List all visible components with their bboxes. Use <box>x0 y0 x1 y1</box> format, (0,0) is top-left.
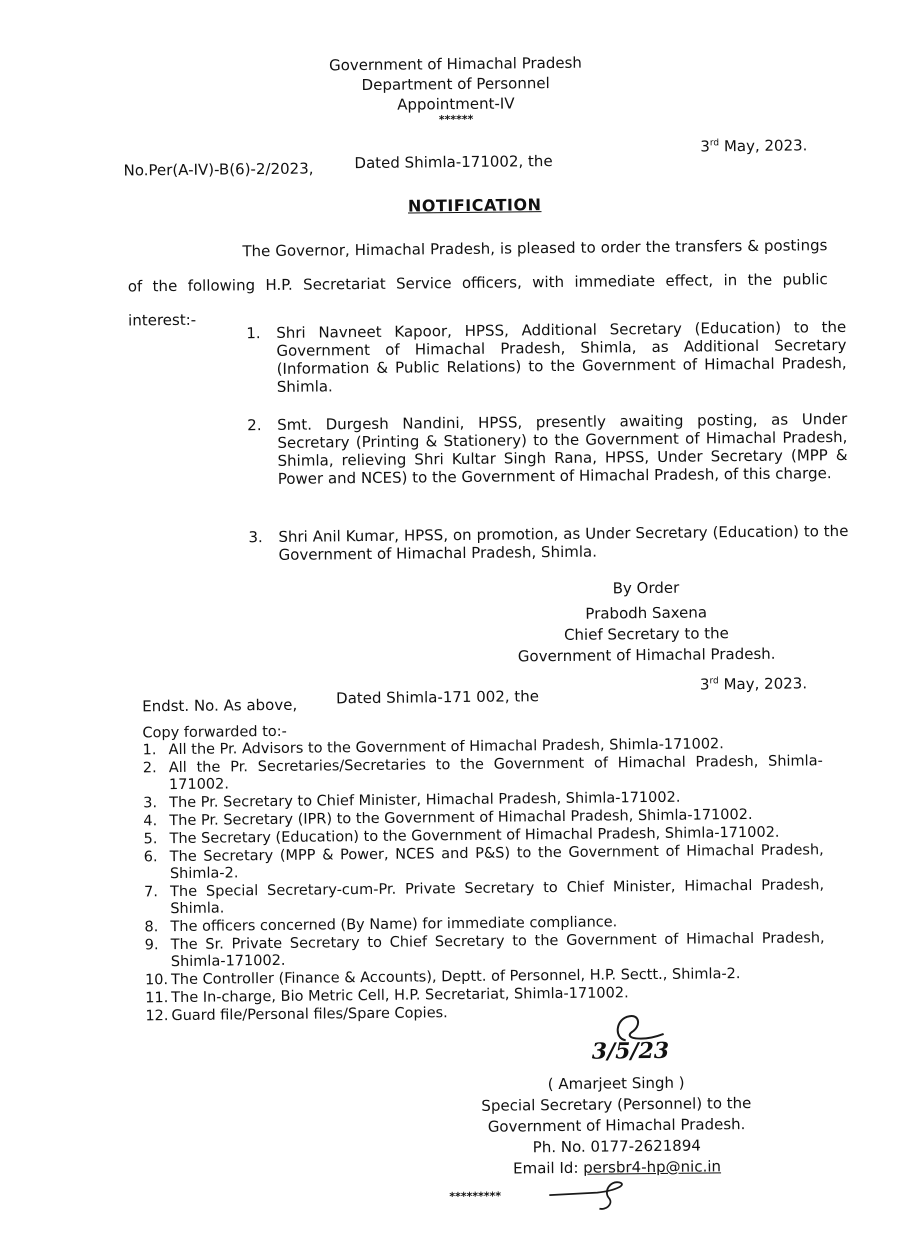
date-day: 3 <box>699 675 710 694</box>
copy-item-2 <box>143 753 823 794</box>
copy-item-9 <box>145 930 825 971</box>
copy-text: The Pr. Secretary to Chief Minister, Himachal Pradesh, Shimla-171002. <box>169 789 681 812</box>
pen-flourish <box>547 1178 637 1219</box>
by-order: By Order <box>612 578 680 598</box>
signatory-org: Government of Himachal Pradesh. <box>517 644 776 666</box>
date-suffix: rd <box>709 676 719 687</box>
reference-dated: Dated Shimla-171002, the <box>354 152 553 173</box>
copy-number: 2. <box>142 760 157 777</box>
date-suffix: rd <box>709 138 720 149</box>
section-name: Appointment-IV <box>397 94 515 114</box>
item-text: Shri Navneet Kapoor, HPSS, Additional Secretary (Education) to the Government of Himachal Pradesh, Shimla, as Additional Secretary (Information & Public Relations) to the Government of Himachal Pradesh, Shimla. <box>276 317 847 396</box>
signatory-designation: Chief Secretary to the <box>563 624 729 644</box>
reference-number: No.Per(A-IV)-B(6)-2/2023, <box>123 159 314 180</box>
copy-number: 4. <box>143 813 158 830</box>
copy-item-6 <box>144 842 824 883</box>
copy-text: The Sr. Private Secretary to Chief Secretary to the Government of Himachal Pradesh, Shimla-171002. <box>170 930 825 971</box>
item-number: 3. <box>248 528 263 547</box>
copy-list <box>143 735 826 1026</box>
signatory-email-line <box>457 1156 777 1180</box>
copy-text: Guard file/Personal files/Spare Copies. <box>171 1005 448 1025</box>
copy-number: 7. <box>144 884 159 901</box>
date-day: 3 <box>700 137 710 156</box>
copy-text: All the Pr. Advisors to the Government of Himachal Pradesh, Shimla-171002. <box>168 736 724 759</box>
letterhead <box>295 52 616 127</box>
copy-text: The Controller (Finance & Accounts), Deptt. of Personnel, H.P. Sectt., Shimla-2. <box>170 966 741 989</box>
copy-text: All the Pr. Secretaries/Secretaries to the Government of Himachal Pradesh, Shimla-171002. <box>168 753 823 794</box>
copy-text: The Pr. Secretary (IPR) to the Government of Himachal Pradesh, Shimla-171002. <box>169 806 753 830</box>
copy-number: 10. <box>144 972 169 989</box>
copy-number: 5. <box>143 831 158 848</box>
item-text: Shri Anil Kumar, HPSS, on promotion, as Under Secretary (Education) to the Government of Himachal Pradesh, Shimla. <box>278 521 849 564</box>
copy-heading: Copy forwarded to:- <box>142 723 287 742</box>
signatory-designation: Special Secretary (Personnel) to the <box>481 1093 752 1115</box>
copy-text: The Special Secretary-cum-Pr. Private Secretary to Chief Minister, Himachal Pradesh, Shimla. <box>170 877 825 918</box>
email-link[interactable]: persbr4-hp@nic.in <box>583 1157 722 1177</box>
copy-text: The In-charge, Bio Metric Cell, H.P. Secretariat, Shimla-171002. <box>171 985 629 1007</box>
endorsement-signature-block <box>456 1072 777 1180</box>
signatory-name: Prabodh Saxena <box>585 603 708 623</box>
handwritten-date: 3/5/23 <box>591 1037 670 1065</box>
signatory-org: Government of Himachal Pradesh. <box>487 1115 746 1136</box>
endorsement-number: Endst. No. As above, <box>142 695 298 716</box>
order-item-3 <box>248 522 848 564</box>
copy-number: 9. <box>144 937 159 954</box>
order-signature-block <box>501 577 792 668</box>
copy-item-7 <box>144 877 824 918</box>
copy-number: 8. <box>144 919 159 936</box>
footer-stars: ********* <box>449 1189 502 1204</box>
copy-number: 11. <box>145 990 169 1007</box>
order-item-1 <box>246 318 847 396</box>
endorsement-date <box>700 674 807 693</box>
reference-date <box>700 136 807 155</box>
item-number: 2. <box>247 416 262 435</box>
order-item-2 <box>247 410 848 488</box>
copy-number: 12. <box>145 1008 169 1025</box>
date-rest: May, 2023. <box>719 136 808 156</box>
notification-title: NOTIFICATION <box>407 195 542 216</box>
item-number: 1. <box>246 324 261 343</box>
endorsement-dated: Dated Shimla-171 002, the <box>336 687 540 708</box>
copy-number: 1. <box>142 742 157 759</box>
signatory-phone: Ph. No. 0177-2621894 <box>532 1136 701 1157</box>
date-rest: May, 2023. <box>718 674 808 694</box>
copy-number: 6. <box>143 849 158 866</box>
item-text: Smt. Durgesh Nandini, HPSS, presently awaiting posting, as Under Secretary (Printing & Stationery) to the Government of Himachal Pradesh, Shimla, relieving Shri Kultar Singh Rana, HPSS, Under Secretary (MPP & Power and NCES) to the Government of Himachal Pradesh, of this charge. <box>277 409 848 488</box>
govt-name: Government of Himachal Pradesh <box>328 53 582 75</box>
copy-text: The Secretary (Education) to the Government of Himachal Pradesh, Shimla-171002. <box>169 824 780 848</box>
copy-number: 3. <box>143 795 158 812</box>
copy-text: The officers concerned (By Name) for immediate compliance. <box>170 914 618 936</box>
header-stars: ****** <box>438 112 474 127</box>
intro-paragraph: The Governor, Himachal Pradesh, is pleased to order the transfers & postings of the following H.P. Secretariat Service officers, with immediate effect, in the public interest:- <box>127 236 828 330</box>
department-name: Department of Personnel <box>361 74 550 95</box>
email-label: Email Id: <box>512 1158 584 1178</box>
copy-text: The Secretary (MPP & Power, NCES and P&S) to the Government of Himachal Pradesh, Shimla-2. <box>169 842 824 883</box>
signatory-name: ( Amarjeet Singh ) <box>547 1073 685 1094</box>
